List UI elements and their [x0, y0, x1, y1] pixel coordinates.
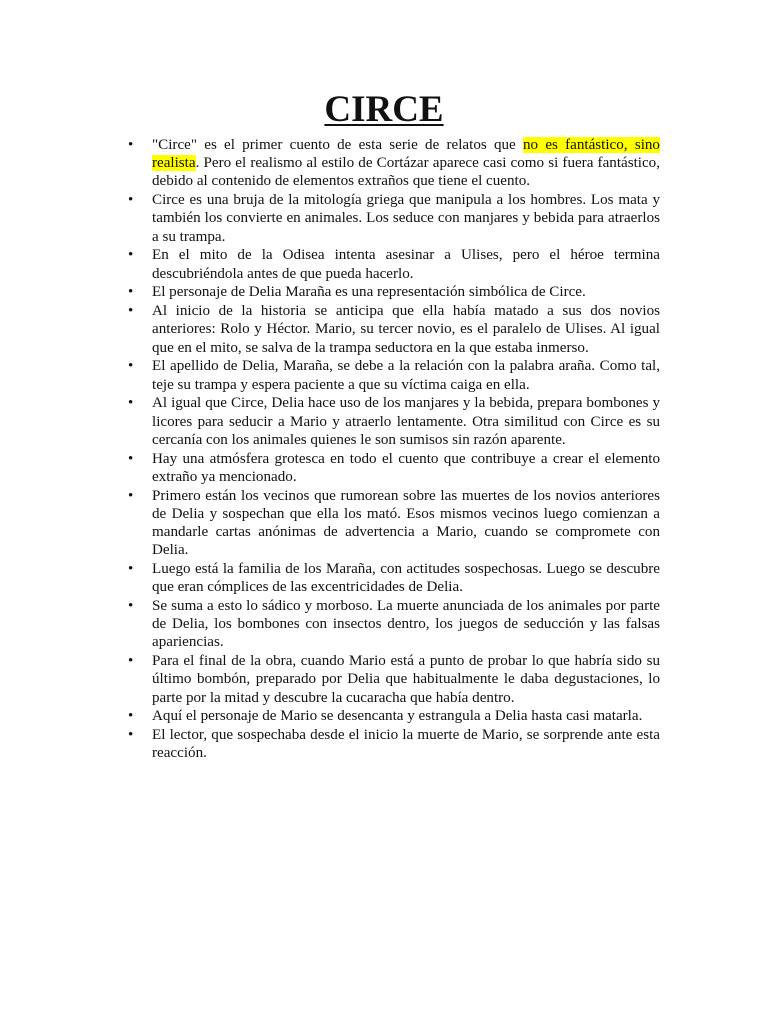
list-item: • Para el final de la obra, cuando Mario está a punto de probar lo que habría sido su último bombón, preparado por Delia que habitualmente le daba degustaciones, lo parte por la mitad y descubre la cucaracha que había dentro. [152, 652, 660, 707]
list-item [152, 136, 660, 191]
list-item: • Primero están los vecinos que rumorean sobre las muertes de los novios anteriores de Delia y sospechan que ella los mató. Esos mismos vecinos luego comienzan a mandarle cartas anónimas de advertencia a Mario, cuando se compromete con Delia. [152, 487, 660, 560]
highlighted-text: no es fantástico, sino realista [152, 137, 660, 172]
list-item: • Se suma a esto lo sádico y morboso. La muerte anunciada de los animales por parte de Delia, los bombones con insectos dentro, los juegos de seducción y las falsas apariencias. [152, 597, 660, 652]
bullet-list [152, 136, 660, 763]
list-item-text: . Pero el realismo al estilo de Cortázar aparece casi como si fuera fantástico, debido al contenido de elementos extraños que tiene el cuento. [152, 155, 660, 190]
page-title: CIRCE [324, 89, 444, 130]
list-item-text: "Circe" es el primer cuento de esta serie de relatos que [152, 137, 523, 153]
list-item: • El apellido de Delia, Maraña, se debe a la relación con la palabra araña. Como tal, teje su trampa y espera paciente a que su víctima caiga en ella. [152, 357, 660, 393]
list-item: • Al inicio de la historia se anticipa que ella había matado a sus dos novios anteriores: Rolo y Héctor. Mario, su tercer novio, es el paralelo de Ulises. Al igual que en el mito, se salva de la trampa seductora en la que estaba inmerso. [152, 302, 660, 357]
list-item: • Aquí el personaje de Mario se desencanta y estrangula a Delia hasta casi matarla. [152, 707, 660, 725]
list-item: • El personaje de Delia Maraña es una representación simbólica de Circe. [152, 283, 660, 301]
list-item: • Circe es una bruja de la mitología griega que manipula a los hombres. Los mata y también los convierte en animales. Los seduce con manjares y bebida para atraerlos a su trampa. [152, 191, 660, 246]
list-item: • En el mito de la Odisea intenta asesinar a Ulises, pero el héroe termina descubriéndola antes de que pueda hacerlo. [152, 246, 660, 282]
list-item: • Al igual que Circe, Delia hace uso de los manjares y la bebida, prepara bombones y licores para seducir a Mario y atraerlo lentamente. Otra similitud con Circe es su cercanía con los animales quienes le son sumisos sin razón aparente. [152, 394, 660, 449]
list-item: • Luego está la familia de los Maraña, con actitudes sospechosas. Luego se descubre que eran cómplices de las excentricidades de Delia. [152, 560, 660, 596]
list-item: • El lector, que sospechaba desde el inicio la muerte de Mario, se sorprende ante esta reacción. [152, 726, 660, 762]
list-item: • Hay una atmósfera grotesca en todo el cuento que contribuye a crear el elemento extraño ya mencionado. [152, 450, 660, 486]
